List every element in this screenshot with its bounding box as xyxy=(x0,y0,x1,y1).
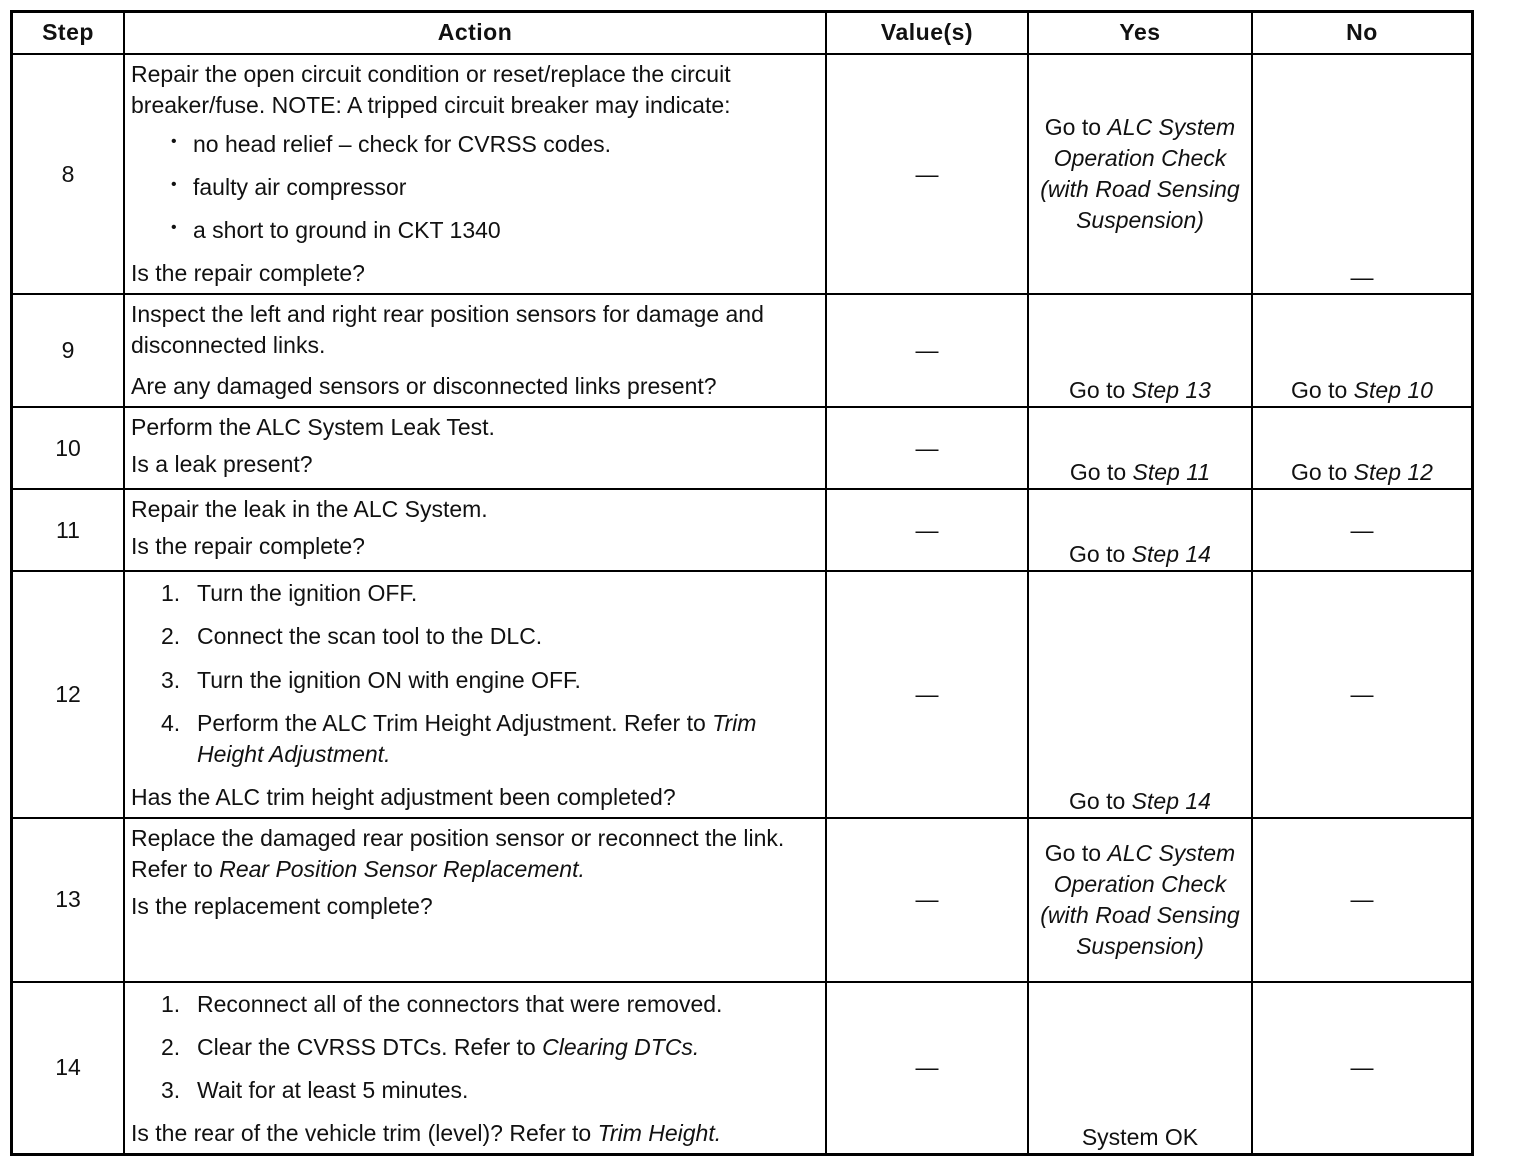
list-text: Clear the CVRSS DTCs. Refer to xyxy=(197,1033,543,1060)
list-text: Turn the ignition OFF. xyxy=(197,580,418,607)
yes-prefix: Go to xyxy=(1044,839,1108,866)
value-cell: — xyxy=(826,407,1028,489)
value-cell: — xyxy=(826,818,1028,982)
yes-prefix: Go to xyxy=(1069,787,1132,814)
value-cell: — xyxy=(826,294,1028,407)
list-item xyxy=(161,989,817,1020)
list-number: 2. xyxy=(161,1033,181,1060)
action-question xyxy=(131,1118,817,1149)
yes-prefix: Go to xyxy=(1069,377,1132,404)
action-cell xyxy=(124,294,826,407)
table-row xyxy=(12,294,1473,407)
action-question: Is the repair complete? xyxy=(131,260,365,287)
yes-link[interactable]: Step 14 xyxy=(1131,541,1211,568)
action-question: Is a leak present? xyxy=(131,451,313,478)
list-number: 2. xyxy=(161,623,181,650)
no-cell: — xyxy=(1252,982,1473,1155)
reference-link[interactable]: Clearing DTCs. xyxy=(542,1033,700,1060)
question-text: Is the rear of the vehicle trim (level)? Refer to xyxy=(131,1119,598,1146)
table-row xyxy=(12,407,1473,489)
value-cell: — xyxy=(826,982,1028,1155)
yes-cell xyxy=(1028,294,1252,407)
yes-cell xyxy=(1028,54,1252,294)
table-row xyxy=(12,818,1473,982)
list-item: • no head relief – check for CVRSS codes. xyxy=(171,129,817,160)
list-item xyxy=(161,1075,817,1106)
action-text: Inspect the left and right rear position sensors for damage and disconnected links. xyxy=(131,301,764,359)
yes-cell xyxy=(1028,818,1252,982)
yes-cell: System OK xyxy=(1028,982,1252,1155)
step-number: 13 xyxy=(12,818,125,982)
list-text: Turn the ignition ON with engine OFF. xyxy=(197,666,581,693)
list-number: 3. xyxy=(161,1076,181,1103)
list-number: 3. xyxy=(161,666,181,693)
list-item xyxy=(161,578,817,609)
reference-link[interactable]: Trim Height Adjustment. xyxy=(197,709,757,767)
list-text: Perform the ALC Trim Height Adjustment. Refer to xyxy=(197,709,713,736)
action-text: Perform the ALC System Leak Test. xyxy=(131,414,495,441)
step-number: 12 xyxy=(12,571,125,817)
table-row xyxy=(12,54,1473,294)
list-number: 4. xyxy=(161,709,181,736)
step-number: 8 xyxy=(12,54,125,294)
list-text: Reconnect all of the connectors that were removed. xyxy=(197,990,723,1017)
list-number: 1. xyxy=(161,990,181,1017)
action-text: Repair the leak in the ALC System. xyxy=(131,496,488,523)
no-link[interactable]: Step 10 xyxy=(1353,377,1433,404)
yes-prefix: Go to xyxy=(1069,459,1133,486)
yes-link[interactable]: Step 13 xyxy=(1131,377,1211,404)
list-item xyxy=(161,621,817,652)
no-cell: — xyxy=(1252,571,1473,817)
step-number: 11 xyxy=(12,489,125,571)
action-question: Is the repair complete? xyxy=(131,533,365,560)
no-prefix: Go to xyxy=(1291,377,1354,404)
diagnostic-table xyxy=(10,10,1474,1156)
table-row xyxy=(12,571,1473,817)
yes-prefix: Go to xyxy=(1044,114,1108,141)
no-cell: — xyxy=(1252,54,1473,294)
yes-cell xyxy=(1028,571,1252,817)
no-cell: — xyxy=(1252,818,1473,982)
list-item xyxy=(161,708,817,770)
action-text: Repair the open circuit condition or reset/replace the circuit breaker/fuse. NOTE: A tripped circuit breaker may indicate: xyxy=(131,61,731,119)
action-question: Is the replacement complete? xyxy=(131,892,433,919)
action-question: Has the ALC trim height adjustment been completed? xyxy=(131,783,676,810)
list-item xyxy=(161,665,817,696)
header-row xyxy=(12,12,1473,55)
yes-link[interactable]: ALC System Operation Check (with Road Sensing Suspension) xyxy=(1040,839,1240,959)
value-cell: — xyxy=(826,571,1028,817)
step-number: 9 xyxy=(12,294,125,407)
header-step: Step xyxy=(12,12,125,55)
header-yes: Yes xyxy=(1028,12,1252,55)
value-cell: — xyxy=(826,54,1028,294)
list-text: Connect the scan tool to the DLC. xyxy=(197,623,543,650)
header-action: Action xyxy=(124,12,826,55)
reference-link[interactable]: Trim Height. xyxy=(597,1119,722,1146)
no-prefix: Go to xyxy=(1291,459,1354,486)
bullet-list xyxy=(171,129,817,246)
yes-cell xyxy=(1028,489,1252,571)
reference-link[interactable]: Rear Position Sensor Replacement. xyxy=(219,855,585,882)
action-cell xyxy=(124,571,826,817)
no-cell xyxy=(1252,407,1473,489)
step-number: 14 xyxy=(12,982,125,1155)
list-item xyxy=(161,1032,817,1063)
table-row xyxy=(12,982,1473,1155)
yes-link[interactable]: Step 11 xyxy=(1132,459,1211,486)
list-number: 1. xyxy=(161,580,181,607)
list-text: Wait for at least 5 minutes. xyxy=(197,1076,469,1103)
no-cell: — xyxy=(1252,489,1473,571)
header-values: Value(s) xyxy=(826,12,1028,55)
action-cell xyxy=(124,54,826,294)
yes-link[interactable]: ALC System Operation Check (with Road Sensing Suspension) xyxy=(1040,114,1240,234)
yes-cell xyxy=(1028,407,1252,489)
action-text-part: Replace the damaged rear position sensor or reconnect the link. Refer to xyxy=(131,824,785,882)
yes-prefix: Go to xyxy=(1069,541,1132,568)
no-cell xyxy=(1252,294,1473,407)
action-question: Are any damaged sensors or disconnected links present? xyxy=(131,373,717,400)
table-row xyxy=(12,489,1473,571)
action-cell xyxy=(124,982,826,1155)
action-cell xyxy=(124,489,826,571)
no-link[interactable]: Step 12 xyxy=(1353,459,1433,486)
yes-link[interactable]: Step 14 xyxy=(1131,787,1211,814)
numbered-list xyxy=(161,989,817,1106)
action-cell xyxy=(124,818,826,982)
action-text xyxy=(131,823,817,885)
list-item: • faulty air compressor xyxy=(171,172,817,203)
numbered-list xyxy=(161,578,817,769)
header-no: No xyxy=(1252,12,1473,55)
action-cell xyxy=(124,407,826,489)
step-number: 10 xyxy=(12,407,125,489)
value-cell: — xyxy=(826,489,1028,571)
list-item: • a short to ground in CKT 1340 xyxy=(171,215,817,246)
